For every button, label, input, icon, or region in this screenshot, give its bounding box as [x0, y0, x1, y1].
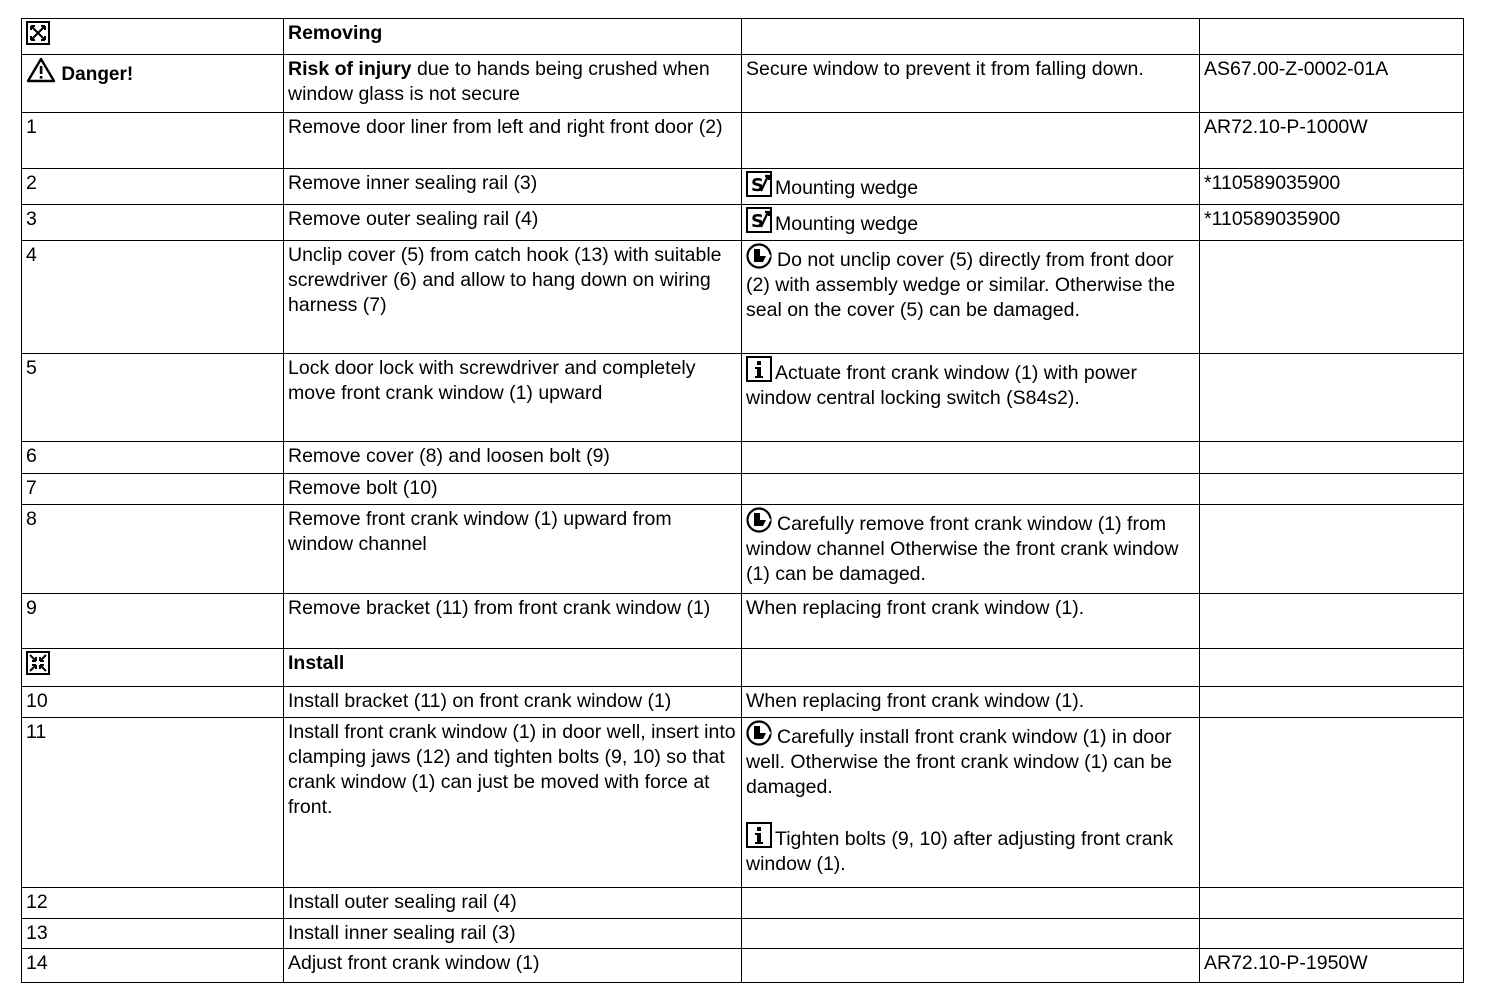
risk-bold: Risk of injury: [288, 58, 412, 80]
step-note: [742, 354, 1200, 442]
step-action: Remove cover (8) and loosen bolt (9): [284, 442, 742, 474]
note-text: Carefully install front crank window (1) in door well. Otherwise the front crank window (1) can be damaged.: [746, 726, 1172, 798]
step-action: Lock door lock with screwdriver and completely move front crank window (1) upward: [284, 354, 742, 442]
step-note: [742, 241, 1200, 354]
step-note: When replacing front crank window (1).: [742, 687, 1200, 718]
section-row-removing: [22, 19, 1464, 55]
removing-arrows-icon: [26, 21, 50, 45]
table-row: [22, 949, 1464, 983]
note-text: Tighten bolts (9, 10) after adjusting front crank window (1).: [746, 828, 1174, 875]
step-action: Remove bolt (10): [284, 474, 742, 505]
danger-measure: Secure window to prevent it from falling down.: [742, 55, 1200, 113]
section-heading-install: Install: [284, 649, 742, 687]
section-row-install: [22, 649, 1464, 687]
note-block: [746, 720, 1196, 800]
special-tool-icon: [746, 171, 772, 197]
table-row: [22, 919, 1464, 949]
note-block: [746, 822, 1196, 877]
note-text: Actuate front crank window (1) with power window central locking switch (S84s2).: [746, 362, 1137, 409]
note-text: Mounting wedge: [775, 177, 919, 199]
procedure-table: [21, 18, 1464, 983]
step-action: Install outer sealing rail (4): [284, 888, 742, 919]
table-row: [22, 474, 1464, 505]
step-ref: [1200, 474, 1464, 505]
step-ref: [1200, 505, 1464, 594]
table-row: [22, 718, 1464, 888]
step-note: [742, 888, 1200, 919]
note-text: Carefully remove front crank window (1) from window channel Otherwise the front crank window (1) can be damaged.: [746, 513, 1179, 585]
step-action: Remove front crank window (1) upward from window channel: [284, 505, 742, 594]
step-number: 9: [22, 594, 284, 649]
step-action: Install bracket (11) on front crank window (1): [284, 687, 742, 718]
install-arrows-icon: [26, 651, 50, 675]
step-number: 10: [22, 687, 284, 718]
step-ref: [1200, 594, 1464, 649]
step-action: Remove door liner from left and right front door (2): [284, 113, 742, 169]
step-number: 6: [22, 442, 284, 474]
svg-text:S: S: [751, 175, 764, 196]
table-row: [22, 505, 1464, 594]
table-row: [22, 888, 1464, 919]
step-number: 13: [22, 919, 284, 949]
step-ref: [1200, 718, 1464, 888]
step-ref: *110589035900: [1200, 169, 1464, 205]
step-number: 7: [22, 474, 284, 505]
step-action: Unclip cover (5) from catch hook (13) with suitable screwdriver (6) and allow to hang down on wiring harness (7): [284, 241, 742, 354]
table-row: [22, 594, 1464, 649]
step-number: 3: [22, 205, 284, 241]
table-row: [22, 442, 1464, 474]
info-icon: [746, 356, 772, 382]
step-number: 14: [22, 949, 284, 983]
caution-hand-icon: [746, 243, 774, 269]
step-note: When replacing front crank window (1).: [742, 594, 1200, 649]
step-number: 12: [22, 888, 284, 919]
step-ref: [1200, 687, 1464, 718]
note-text: Mounting wedge: [775, 213, 919, 235]
step-ref: *110589035900: [1200, 205, 1464, 241]
step-ref: AR72.10-P-1000W: [1200, 113, 1464, 169]
table-row: [22, 205, 1464, 241]
table-row: [22, 687, 1464, 718]
step-note: [742, 505, 1200, 594]
warning-triangle-icon: [26, 57, 56, 83]
step-ref: [1200, 354, 1464, 442]
danger-ref: AS67.00-Z-0002-01A: [1200, 55, 1464, 113]
table-row: [22, 354, 1464, 442]
step-ref: AR72.10-P-1950W: [1200, 949, 1464, 983]
step-action: Install front crank window (1) in door well, insert into clamping jaws (12) and tighten bolts (9, 10) so that crank window (1) can just be moved with force at front.: [284, 718, 742, 888]
step-number: 8: [22, 505, 284, 594]
info-icon: [746, 822, 772, 848]
step-note: [742, 205, 1200, 241]
special-tool-icon: [746, 207, 772, 233]
section-heading-removing: Removing: [284, 19, 742, 55]
step-ref: [1200, 442, 1464, 474]
table-row: [22, 241, 1464, 354]
caution-hand-icon: [746, 507, 774, 533]
step-number: 4: [22, 241, 284, 354]
step-ref: [1200, 241, 1464, 354]
step-action: Adjust front crank window (1): [284, 949, 742, 983]
step-number: 5: [22, 354, 284, 442]
step-action: Remove inner sealing rail (3): [284, 169, 742, 205]
step-note: [742, 718, 1200, 888]
step-note: [742, 169, 1200, 205]
step-action: Remove outer sealing rail (4): [284, 205, 742, 241]
step-note: [742, 442, 1200, 474]
danger-label: Danger!: [61, 64, 134, 85]
step-action: Install inner sealing rail (3): [284, 919, 742, 949]
caution-hand-icon: [746, 720, 774, 746]
step-number: 2: [22, 169, 284, 205]
danger-risk: [284, 55, 742, 113]
table-row: [22, 113, 1464, 169]
risk-text: due to hands being crushed when window glass is not secure: [288, 58, 710, 105]
step-number: 1: [22, 113, 284, 169]
step-note: [742, 919, 1200, 949]
note-text: Do not unclip cover (5) directly from front door (2) with assembly wedge or similar. Otherwise the seal on the cover (5) can be damaged.: [746, 249, 1176, 321]
step-note: [742, 949, 1200, 983]
step-ref: [1200, 919, 1464, 949]
step-note: [742, 113, 1200, 169]
step-number: 11: [22, 718, 284, 888]
step-ref: [1200, 888, 1464, 919]
step-note: [742, 474, 1200, 505]
svg-text:S: S: [751, 211, 764, 232]
danger-row: [22, 55, 1464, 113]
step-action: Remove bracket (11) from front crank window (1): [284, 594, 742, 649]
table-row: [22, 169, 1464, 205]
